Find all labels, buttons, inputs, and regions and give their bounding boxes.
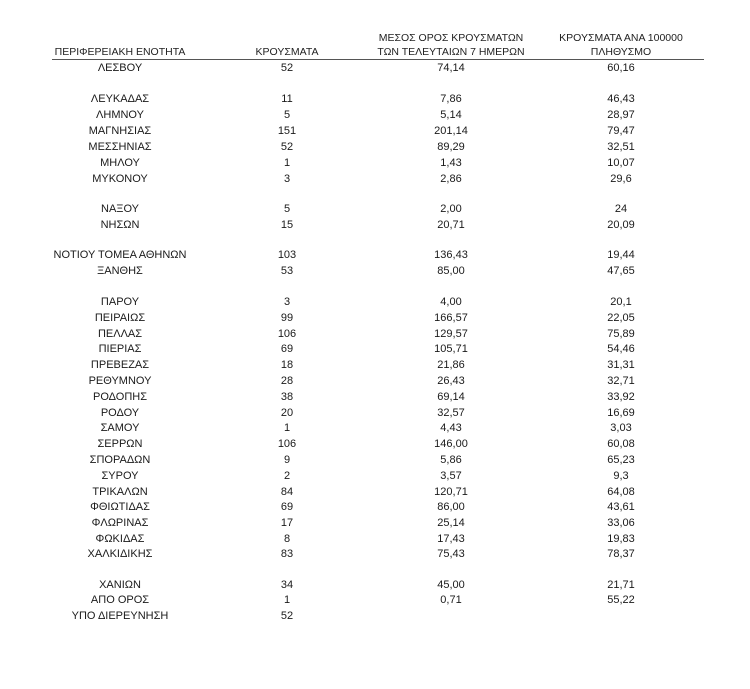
avg7-cell: 74,14 — [437, 62, 465, 74]
table-row — [0, 358, 750, 373]
cases-cell: 8 — [283, 533, 291, 545]
region-cell: ΣΑΜΟΥ — [100, 422, 140, 434]
table-row — [0, 500, 750, 515]
region-cell: ΧΑΝΙΩΝ — [99, 579, 141, 591]
per100k-cell: 47,65 — [607, 265, 635, 277]
cases-cell: 52 — [280, 141, 294, 153]
header-per100k-line1: ΚΡΟΥΣΜΑΤΑ ΑΝΑ 100000 — [559, 32, 683, 44]
cases-cell: 3 — [283, 296, 291, 308]
table-row — [0, 437, 750, 452]
cases-cell: 1 — [283, 157, 291, 169]
avg7-cell: 136,43 — [434, 249, 468, 261]
table-row — [0, 140, 750, 155]
region-cell: ΠΕΙΡΑΙΩΣ — [94, 312, 146, 324]
cases-cell: 106 — [277, 438, 297, 450]
table-row — [0, 547, 750, 562]
header-avg7-line1: ΜΕΣΟΣ ΟΡΟΣ ΚΡΟΥΣΜΑΤΩΝ — [378, 32, 524, 44]
cases-cell: 18 — [280, 359, 294, 371]
table-row — [0, 485, 750, 500]
region-cell: ΝΗΣΩΝ — [100, 219, 140, 231]
table-row — [0, 516, 750, 531]
per100k-cell: 33,06 — [607, 517, 635, 529]
per100k-cell: 10,07 — [607, 157, 635, 169]
region-cell: ΠΑΡΟΥ — [100, 296, 140, 308]
per100k-cell: 20,09 — [607, 219, 635, 231]
region-cell: ΣΠΟΡΑΔΩΝ — [89, 454, 151, 466]
per100k-cell: 33,92 — [607, 391, 635, 403]
per100k-cell: 31,31 — [607, 359, 635, 371]
avg7-cell: 85,00 — [437, 265, 465, 277]
region-cell: ΥΠΟ ΔΙΕΡΕΥΝΗΣΗ — [71, 610, 169, 622]
avg7-cell: 2,00 — [440, 203, 462, 215]
table-row — [0, 124, 750, 139]
region-cell: ΠΡΕΒΕΖΑΣ — [90, 359, 150, 371]
per100k-cell: 9,3 — [613, 470, 629, 482]
per100k-cell: 78,37 — [607, 548, 635, 560]
cases-cell: 69 — [280, 343, 294, 355]
avg7-cell: 2,86 — [440, 173, 462, 185]
avg7-cell: 0,71 — [440, 594, 462, 606]
table-row — [0, 469, 750, 484]
region-cell: ΦΘΙΩΤΙΔΑΣ — [90, 501, 150, 513]
table-row — [0, 374, 750, 389]
cases-cell: 106 — [277, 328, 297, 340]
avg7-cell: 7,86 — [440, 93, 462, 105]
cases-cell: 28 — [280, 375, 294, 387]
per100k-cell: 60,16 — [607, 62, 635, 74]
region-cell: ΠΙΕΡΙΑΣ — [98, 343, 142, 355]
region-cell: ΡΟΔΟΠΗΣ — [92, 391, 148, 403]
table-row — [0, 342, 750, 357]
per100k-cell: 20,1 — [610, 296, 632, 308]
per100k-cell: 16,69 — [607, 407, 635, 419]
cases-cell: 17 — [280, 517, 294, 529]
per100k-cell: 43,61 — [607, 501, 635, 513]
cases-cell: 1 — [283, 422, 291, 434]
table-row — [0, 390, 750, 405]
cases-cell: 99 — [280, 312, 294, 324]
region-cell: ΝΟΤΙΟΥ ΤΟΜΕΑ ΑΘΗΝΩΝ — [53, 249, 187, 261]
per100k-cell: 22,05 — [607, 312, 635, 324]
table-row — [0, 578, 750, 593]
header-avg7-line2: ΤΩΝ ΤΕΛΕΥΤΑΙΩΝ 7 ΗΜΕΡΩΝ — [377, 46, 525, 58]
avg7-cell: 201,14 — [434, 125, 468, 137]
avg7-cell: 26,43 — [437, 375, 465, 387]
region-cell: ΛΕΥΚΑΔΑΣ — [90, 93, 150, 105]
per100k-cell: 19,44 — [607, 249, 635, 261]
per100k-cell: 19,83 — [607, 533, 635, 545]
region-cell: ΜΥΚΟΝΟΥ — [92, 173, 148, 185]
cases-cell: 20 — [280, 407, 294, 419]
avg7-cell: 120,71 — [434, 486, 468, 498]
avg7-cell: 45,00 — [437, 579, 465, 591]
avg7-cell: 4,00 — [440, 296, 462, 308]
per100k-cell: 55,22 — [607, 594, 635, 606]
per100k-cell: 3,03 — [610, 422, 632, 434]
region-cell: ΡΟΔΟΥ — [100, 407, 140, 419]
region-cell: ΠΕΛΛΑΣ — [97, 328, 143, 340]
region-cell: ΡΕΘΥΜΝΟΥ — [88, 375, 152, 387]
per100k-cell: 54,46 — [607, 343, 635, 355]
cases-cell: 83 — [280, 548, 294, 560]
cases-cell: 2 — [283, 470, 291, 482]
table-row — [0, 61, 750, 76]
region-cell: ΧΑΛΚΙΔΙΚΗΣ — [87, 548, 153, 560]
table-row — [0, 609, 750, 624]
cases-cell: 69 — [280, 501, 294, 513]
header-divider — [52, 59, 704, 60]
table-row — [0, 295, 750, 310]
table-row — [0, 406, 750, 421]
cases-cell: 53 — [280, 265, 294, 277]
cases-cell: 34 — [280, 579, 294, 591]
region-cell: ΦΛΩΡΙΝΑΣ — [91, 517, 149, 529]
avg7-cell: 75,43 — [437, 548, 465, 560]
table-row — [0, 264, 750, 279]
avg7-cell: 5,14 — [440, 109, 462, 121]
cases-cell: 52 — [280, 610, 294, 622]
avg7-cell: 17,43 — [437, 533, 465, 545]
table-row — [0, 156, 750, 171]
per100k-cell: 24 — [614, 203, 628, 215]
table-row — [0, 92, 750, 107]
region-cell: ΜΕΣΣΗΝΙΑΣ — [88, 141, 152, 153]
cases-cell: 103 — [277, 249, 297, 261]
cases-cell: 84 — [280, 486, 294, 498]
cases-cell: 5 — [283, 203, 291, 215]
table-row — [0, 172, 750, 187]
avg7-cell: 105,71 — [434, 343, 468, 355]
table-row — [0, 248, 750, 263]
region-cell: ΞΑΝΘΗΣ — [97, 265, 143, 277]
avg7-cell: 86,00 — [437, 501, 465, 513]
avg7-cell: 5,86 — [440, 454, 462, 466]
table-row — [0, 108, 750, 123]
avg7-cell: 166,57 — [434, 312, 468, 324]
avg7-cell: 4,43 — [440, 422, 462, 434]
header-cases: ΚΡΟΥΣΜΑΤΑ — [255, 46, 319, 58]
per100k-cell: 46,43 — [607, 93, 635, 105]
per100k-cell: 65,23 — [607, 454, 635, 466]
region-cell: ΜΗΛΟΥ — [100, 157, 140, 169]
avg7-cell: 146,00 — [434, 438, 468, 450]
cases-cell: 11 — [281, 93, 293, 105]
region-cell: ΜΑΓΝΗΣΙΑΣ — [88, 125, 152, 137]
per100k-cell: 75,89 — [607, 328, 635, 340]
avg7-cell: 20,71 — [437, 219, 465, 231]
per100k-cell: 64,08 — [607, 486, 635, 498]
per100k-cell: 29,6 — [610, 173, 632, 185]
avg7-cell: 69,14 — [437, 391, 465, 403]
avg7-cell: 1,43 — [440, 157, 462, 169]
avg7-cell: 3,57 — [440, 470, 462, 482]
region-cell: ΤΡΙΚΑΛΩΝ — [92, 486, 148, 498]
cases-cell: 15 — [280, 219, 294, 231]
avg7-cell: 21,86 — [437, 359, 465, 371]
avg7-cell: 25,14 — [437, 517, 465, 529]
table-row — [0, 421, 750, 436]
avg7-cell: 89,29 — [437, 141, 465, 153]
table-row — [0, 202, 750, 217]
avg7-cell: 129,57 — [434, 328, 468, 340]
region-cell: ΦΩΚΙΔΑΣ — [95, 533, 145, 545]
cases-cell: 3 — [283, 173, 291, 185]
cases-cell: 38 — [280, 391, 294, 403]
header-per100k-line2: ΠΛΗΘΥΣΜΟ — [590, 46, 652, 58]
table-row — [0, 311, 750, 326]
region-cell: ΛΗΜΝΟΥ — [96, 109, 144, 121]
table-row — [0, 593, 750, 608]
region-cell: ΛΕΣΒΟΥ — [97, 62, 143, 74]
cases-cell: 52 — [280, 62, 294, 74]
table-row — [0, 327, 750, 342]
region-cell: ΣΥΡΟΥ — [101, 470, 139, 482]
per100k-cell: 28,97 — [607, 109, 635, 121]
cases-cell: 151 — [277, 125, 297, 137]
table-row — [0, 532, 750, 547]
region-cell: ΝΑΞΟΥ — [101, 203, 139, 215]
region-cell: ΑΠΟ ΟΡΟΣ — [90, 594, 150, 606]
cases-cell: 9 — [283, 454, 291, 466]
per100k-cell: 21,71 — [607, 579, 635, 591]
region-cell: ΣΕΡΡΩΝ — [97, 438, 143, 450]
table-row — [0, 218, 750, 233]
per100k-cell: 79,47 — [607, 125, 635, 137]
cases-cell: 1 — [283, 594, 291, 606]
per100k-cell: 32,51 — [607, 141, 635, 153]
cases-cell: 5 — [283, 109, 291, 121]
avg7-cell: 32,57 — [437, 407, 465, 419]
per100k-cell: 60,08 — [607, 438, 635, 450]
table-row — [0, 453, 750, 468]
header-region: ΠΕΡΙΦΕΡΕΙΑΚΗ ΕΝΟΤΗΤΑ — [54, 46, 186, 58]
per100k-cell: 32,71 — [607, 375, 635, 387]
